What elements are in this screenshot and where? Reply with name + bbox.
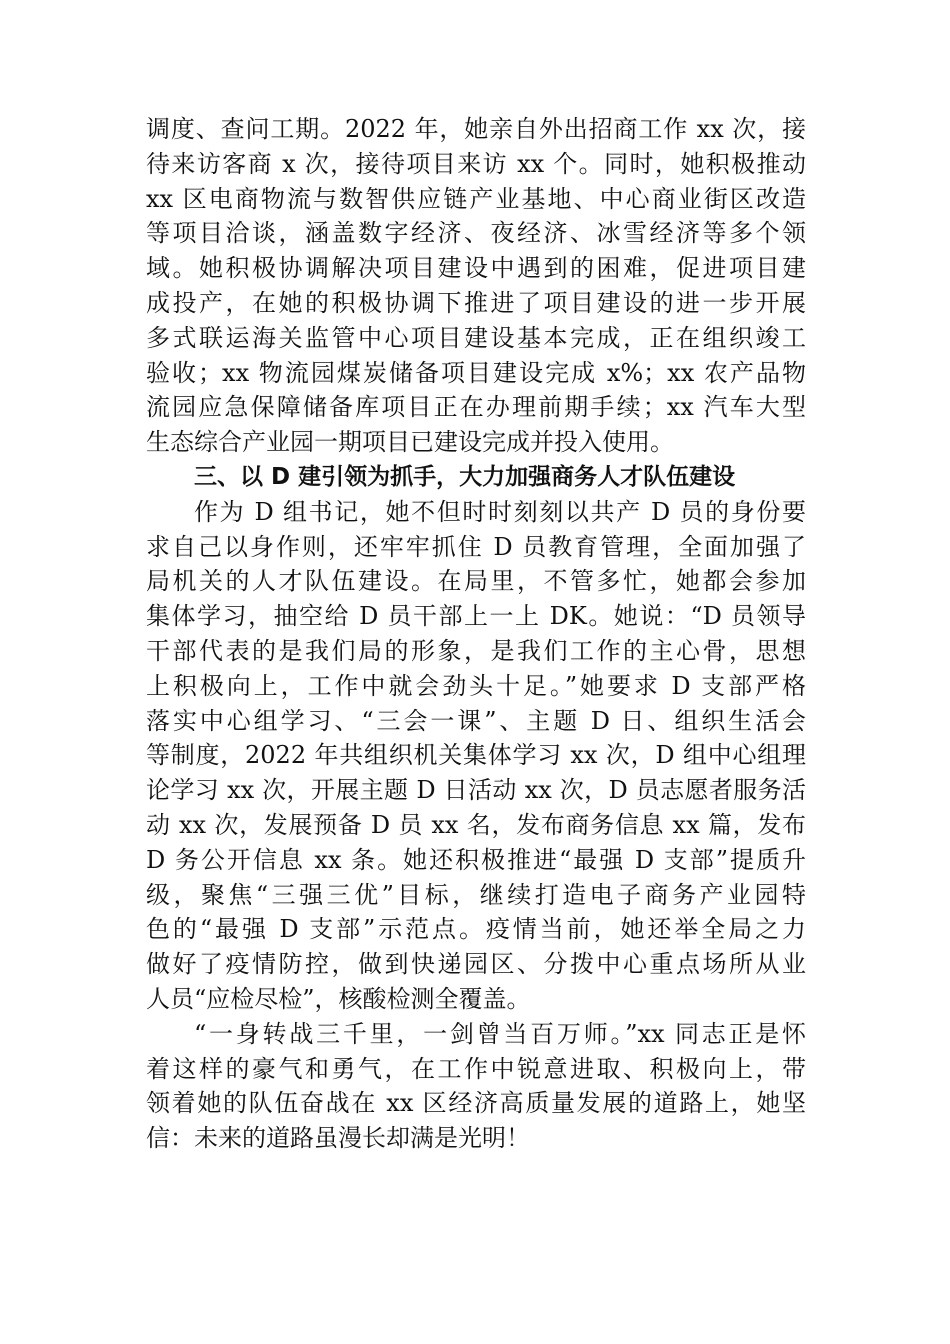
- paragraph-line: 论学习 xx 次，开展主题 D 日活动 xx 次，D 员志愿者服务活: [146, 776, 806, 805]
- paragraph-line: 生态综合产业园一期项目已建设完成并投入使用。: [146, 428, 674, 457]
- paragraph-line: 成投产，在她的积极协调下推进了项目建设的进一步开展: [146, 288, 806, 317]
- paragraph-line: 局机关的人才队伍建设。在局里，不管多忙，她都会参加: [146, 567, 806, 596]
- paragraph-line: 等制度，2022 年共组织机关集体学习 xx 次，D 组中心组理: [146, 741, 806, 770]
- paragraph-line: 流园应急保障储备库项目正在办理前期手续；xx 汽车大型: [146, 393, 806, 422]
- document-page: [146, 112, 806, 1156]
- paragraph-line: 着这样的豪气和勇气，在工作中锐意进取、积极向上，带: [146, 1054, 806, 1083]
- paragraph-line: 上积极向上，工作中就会劲头十足。”她要求 D 支部严格: [146, 671, 806, 700]
- paragraph-line: 落实中心组学习、“三会一课”、主题 D 日、组织生活会: [146, 706, 806, 735]
- paragraph-line: 干部代表的是我们局的形象，是我们工作的主心骨，思想: [146, 636, 806, 665]
- paragraph-line: 做好了疫情防控，做到快递园区、分拨中心重点场所从业: [146, 950, 806, 979]
- paragraph-line: 人员“应检尽检”，核酸检测全覆盖。: [146, 984, 531, 1013]
- paragraph-line: 作为 D 组书记，她不但时时刻刻以共产 D 员的身份要: [194, 497, 806, 526]
- paragraph-line: 色的“最强 D 支部”示范点。疫情当前，她还举全局之力: [146, 915, 806, 944]
- paragraph-line: 待来访客商 x 次，接待项目来访 xx 个。同时，她积极推动: [146, 149, 806, 178]
- paragraph-line: D 务公开信息 xx 条。她还积极推进“最强 D 支部”提质升: [146, 845, 806, 874]
- paragraph-line: 集体学习，抽空给 D 员干部上一上 DK。她说：“D 员领导: [146, 602, 806, 631]
- paragraph-line: 多式联运海关监管中心项目建设基本完成，正在组织竣工: [146, 323, 806, 352]
- paragraph-line: 调度、查问工期。2022 年，她亲自外出招商工作 xx 次，接: [146, 115, 806, 143]
- paragraph-line: 求自己以身作则，还牢牢抓住 D 员教育管理，全面加强了: [146, 532, 806, 561]
- paragraph-line: 等项目洽谈，涵盖数字经济、夜经济、冰雪经济等多个领: [146, 219, 806, 248]
- paragraph-line: 领着她的队伍奋战在 xx 区经济高质量发展的道路上，她坚: [146, 1089, 806, 1118]
- paragraph-line: 域。她积极协调解决项目建设中遇到的困难，促进项目建: [146, 254, 806, 283]
- paragraph-line: xx 区电商物流与数智供应链产业基地、中心商业街区改造: [146, 184, 806, 213]
- paragraph-line: 级，聚焦“三强三优”目标，继续打造电子商务产业园特: [146, 880, 806, 909]
- paragraph-line: 动 xx 次，发展预备 D 员 xx 名，发布商务信息 xx 篇，发布: [146, 810, 806, 839]
- paragraph-line: 验收；xx 物流园煤炭储备项目建设完成 x%；xx 农产品物: [146, 358, 806, 387]
- section-heading: 三、以 D 建引领为抓手，大力加强商务人才队伍建设: [194, 463, 736, 490]
- paragraph-line: “一身转战三千里，一剑曾当百万师。”xx 同志正是怀: [194, 1019, 806, 1048]
- paragraph-line: 信：未来的道路虽漫长却满是光明！: [146, 1124, 530, 1153]
